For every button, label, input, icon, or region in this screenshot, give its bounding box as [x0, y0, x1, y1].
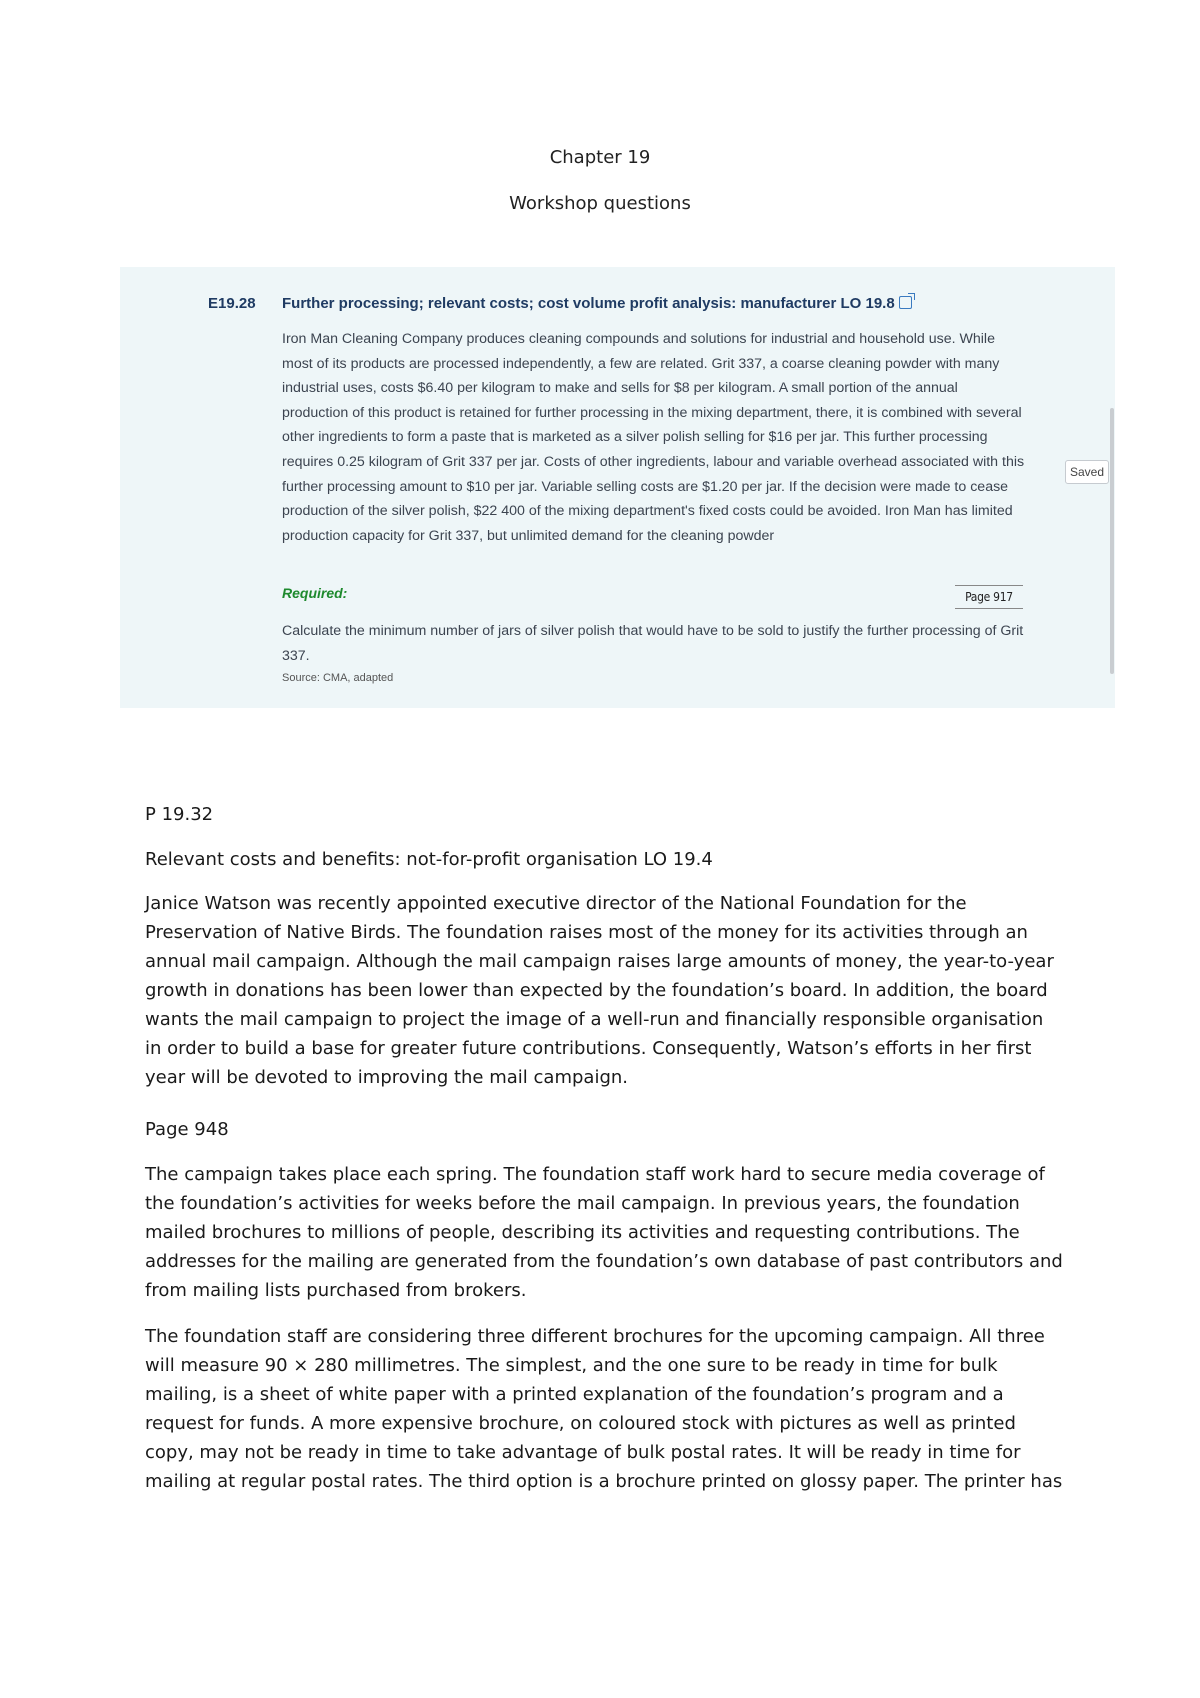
required-label: Required:: [282, 585, 348, 601]
exercise-source: Source: CMA, adapted: [282, 672, 394, 684]
saved-badge: Saved: [1065, 460, 1109, 484]
problem-number: P 19.32: [145, 804, 214, 825]
exercise-title: [282, 295, 912, 312]
exercise-task-text: Calculate the minimum number of jars of silver polish that would have to be sold to justify the further processing of Grit 337.: [282, 623, 1024, 664]
scrollbar[interactable]: [1110, 408, 1114, 674]
paragraph-1: [145, 889, 1065, 1092]
exercise-task: [282, 619, 1027, 668]
exercise-number: E19.28: [208, 295, 256, 312]
paragraph-1-text: Janice Watson was recently appointed executive director of the National Foundation for the Preservation of Native Birds. The foundation raises most of the money for its activities through an annual mail campaign. Although the mail campaign raises large amounts of money, the year-to-year growth in donations has been lower than expected by the foundation’s board. In addition, the board wants the mail campaign to project the image of a well-run and financially responsible organisation in order to build a base for greater future contributions. Consequently, Watson’s efforts in her first year will be devoted to improving the mail campaign.: [145, 893, 1054, 1088]
exercise-body: [282, 327, 1027, 559]
paragraph-2: [145, 1160, 1065, 1305]
exercise-body-text: Iron Man Cleaning Company produces cleaning compounds and solutions for industrial and household use. While most of its products are processed independently, a few are related. Grit 337, a coarse cleaning powder with many industrial uses, costs $6.40 per kilogram to make and sells for $8 per kilogram. A small portion of the annual production of this product is retained for further processing in the mixing department, there, it is combined with several other ingredients to form a paste that is marketed as a silver polish selling for $16 per jar. This further processing requires 0.25 kilogram of Grit 337 per jar. Costs of other ingredients, labour and variable overhead associated with this further processing amount to $10 per jar. Variable selling costs are $1.20 per jar. If the decision were made to cease production of the silver polish, $22 400 of the mixing department's fixed costs could be avoided. Iron Man has limited production capacity for Grit 337, but unlimited demand for the cleaning powder: [282, 331, 1025, 544]
chapter-title: Chapter 19: [549, 147, 651, 168]
paragraph-3: [145, 1322, 1065, 1496]
page-tag: Page 917: [955, 585, 1023, 609]
paragraph-2-text: The campaign takes place each spring. The foundation staff work hard to secure media coverage of the foundation’s activities for weeks before the mail campaign. In previous years, the foundation mailed brochures to millions of people, describing its activities and requesting contributions. The addresses for the mailing are generated from the foundation’s own database of past contributors and from mailing lists purchased from brokers.: [145, 1164, 1063, 1301]
page-marker: Page 948: [145, 1119, 229, 1140]
workshop-subtitle: Workshop questions: [509, 193, 691, 214]
external-link-icon[interactable]: [899, 296, 912, 309]
problem-title: Relevant costs and benefits: not-for-profit organisation LO 19.4: [145, 849, 713, 870]
exercise-title-text: Further processing; relevant costs; cost volume profit analysis: manufacturer LO 19.8: [282, 295, 895, 312]
embedded-exercise-screenshot: [120, 267, 1115, 708]
paragraph-3-text: The foundation staff are considering three different brochures for the upcoming campaign. All three will measure 90 × 280 millimetres. The simplest, and the one sure to be ready in time for bulk mailing, is a sheet of white paper with a printed explanation of the foundation’s program and a request for funds. A more expensive brochure, on coloured stock with pictures as well as printed copy, may not be ready in time to take advantage of bulk postal rates. It will be ready in time for mailing at regular postal rates. The third option is a brochure printed on glossy paper. The printer has: [145, 1326, 1063, 1492]
